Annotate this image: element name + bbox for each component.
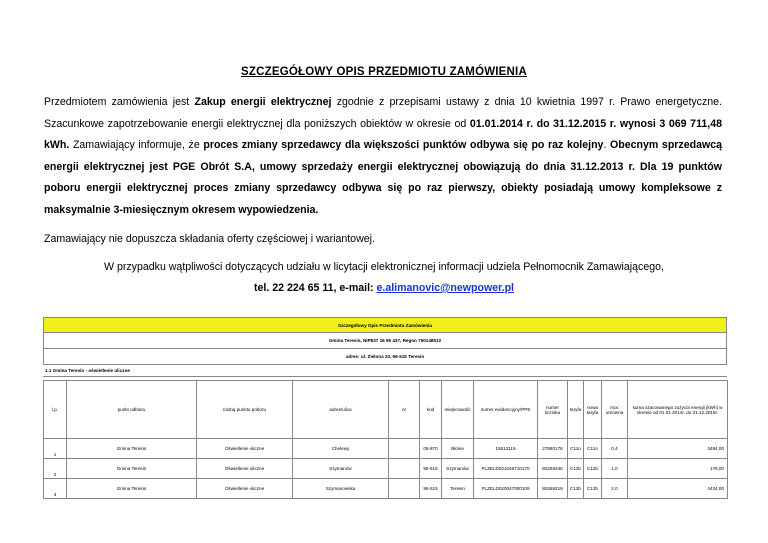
cell-punkt: Gmina Teresin: [67, 439, 197, 459]
cell-ppe: PLZELD020047000109: [474, 479, 538, 499]
cell-nr: [389, 439, 420, 459]
header-rodzaj: rodzaj punktu poboru: [197, 381, 293, 439]
header-lp: l.p.: [44, 381, 67, 439]
cell-rodzaj: Oświetlenie uliczne: [197, 459, 293, 479]
cell-punkt: Gmina Teresin: [67, 459, 197, 479]
phone-text: tel. 22 224 65 11, e-mail:: [254, 282, 377, 294]
cell-kod: 96-515: [420, 479, 442, 499]
contact-line: [0, 282, 768, 294]
cell-moc: 2,0: [602, 479, 628, 499]
header-ppe: numer ewidencyjny/PPE: [474, 381, 538, 439]
partial-offer-note: Zamawiający nie dopuszcza składania oferty częściowej i wariantowej.: [44, 233, 375, 245]
cell-rodzaj: Oświetlenie uliczne: [197, 479, 293, 499]
text-segment: Przedmiotem zamówienia jest: [44, 96, 195, 108]
cell-miejscowosc: Błonie: [442, 439, 474, 459]
cell-suma: 178,00: [628, 459, 728, 479]
bold-segment: proces zmiany sprzedawcy dla większości punktów odbywa się po raz kolejny: [203, 139, 604, 151]
section-label: 1.1 Gmina Teresin - oświetlenie uliczne: [43, 365, 727, 377]
document-title: SZCZEGÓŁOWY OPIS PRZEDMIOTU ZAMÓWIENIA: [241, 66, 527, 78]
header-nr: nr: [389, 381, 420, 439]
header-licznik: numer licznika: [538, 381, 568, 439]
header-moc: moc umowna: [602, 381, 628, 439]
header-kod: kod: [420, 381, 442, 439]
cell-moc: 1,0: [602, 459, 628, 479]
cell-nowa-taryfa: C12b: [584, 459, 602, 479]
cell-taryfa: C12b: [568, 479, 584, 499]
cell-moc: 0,4: [602, 439, 628, 459]
cell-suma: 3484,00: [628, 439, 728, 459]
cell-nowa-taryfa: C11o: [584, 439, 602, 459]
table-row: [44, 459, 728, 479]
table-row: [44, 479, 728, 499]
cell-kod: 95-516: [420, 459, 442, 479]
cell-adres: Szymanowska: [293, 479, 389, 499]
cell-ppe: 15513119: [474, 439, 538, 459]
cell-lp: 1: [44, 439, 67, 459]
cell-ppe: PLZELD021046710170: [474, 459, 538, 479]
header-nowa-taryfa: nowa taryfa: [584, 381, 602, 439]
cell-adres: Szymanów: [293, 459, 389, 479]
header-punkt: punkt odbioru: [67, 381, 197, 439]
cell-licznik: 80269345: [538, 459, 568, 479]
cell-taryfa: C11o: [568, 439, 584, 459]
cell-lp: 2: [44, 459, 67, 479]
sheet-gmina-band: Gmina Teresin, NIP837 16 95 437, Regon 750148532: [43, 333, 727, 349]
cell-rodzaj: Oświetlenie uliczne: [197, 439, 293, 459]
cell-nowa-taryfa: C12b: [584, 479, 602, 499]
points-table: [43, 380, 728, 499]
bold-segment: Obecnym sprzedawcą energii elektrycznej jest PGE Obrót S.A, umowy sprzedaży energii elektrycznej obowiązują do dnia 31.12.2013 r. Dla 19 punktów poboru energii elektrycznej proces zmiany sprzedawcy odbywa się po raz pierwszy, obiekty posiadają umowy kompleksowe z maksymalnie 3-miesięcznym okresem wypowiedzenia.: [44, 139, 722, 216]
text-segment: .: [603, 139, 611, 151]
text-segment: zgodnie z przepisami ustawy z dnia 10 kwietnia 1997 r. Prawo energetyczne. Szacunkowe zapotrzebowanie energii elektrycznej dla poniższych obiektów w okresie od: [44, 96, 722, 130]
table-header-row: [44, 381, 728, 439]
cell-punkt: Gmina Teresin: [67, 479, 197, 499]
email-link[interactable]: e.alimanovic@newpower.pl: [376, 282, 514, 294]
header-miejscowosc: miejscowość: [442, 381, 474, 439]
cell-adres: Chelewy: [293, 439, 389, 459]
sheet-title-band: Szczegółowy Opis Przedmiotu Zamówienia: [43, 317, 727, 333]
cell-licznik: 27880176: [538, 439, 568, 459]
table-row: [44, 439, 728, 459]
header-suma: suma szacowanego zużycia energii [kWh] w okresie od 01.01.2014r. do 31.12.2015r.: [628, 381, 728, 439]
sheet-address-band: adres: ul. Zielona 20, 96-515 Teresin: [43, 349, 727, 365]
contact-notice: W przypadku wątpliwości dotyczących udziału w licytacji elektronicznej informacji udziela Pełnomocnik Zamawiającego,: [104, 261, 664, 273]
header-taryfa: taryfa: [568, 381, 584, 439]
cell-miejscowosc: Teresin: [442, 479, 474, 499]
cell-nr: [389, 459, 420, 479]
description-paragraph: [44, 92, 722, 221]
bold-segment: Zakup energii elektrycznej: [194, 96, 332, 108]
cell-licznik: 80269219: [538, 479, 568, 499]
cell-miejscowosc: Szymanów: [442, 459, 474, 479]
cell-nr: [389, 479, 420, 499]
text-segment: Zamawiający informuje, że: [69, 139, 204, 151]
cell-taryfa: C12b: [568, 459, 584, 479]
cell-kod: 05-870: [420, 439, 442, 459]
cell-lp: 3: [44, 479, 67, 499]
cell-suma: 4434,00: [628, 479, 728, 499]
bold-segment: 01.01.2014 r. do 31.12.2015 r. wynosi 3 069 711,48 kWh.: [44, 117, 722, 151]
header-adres: adres/ulica: [293, 381, 389, 439]
